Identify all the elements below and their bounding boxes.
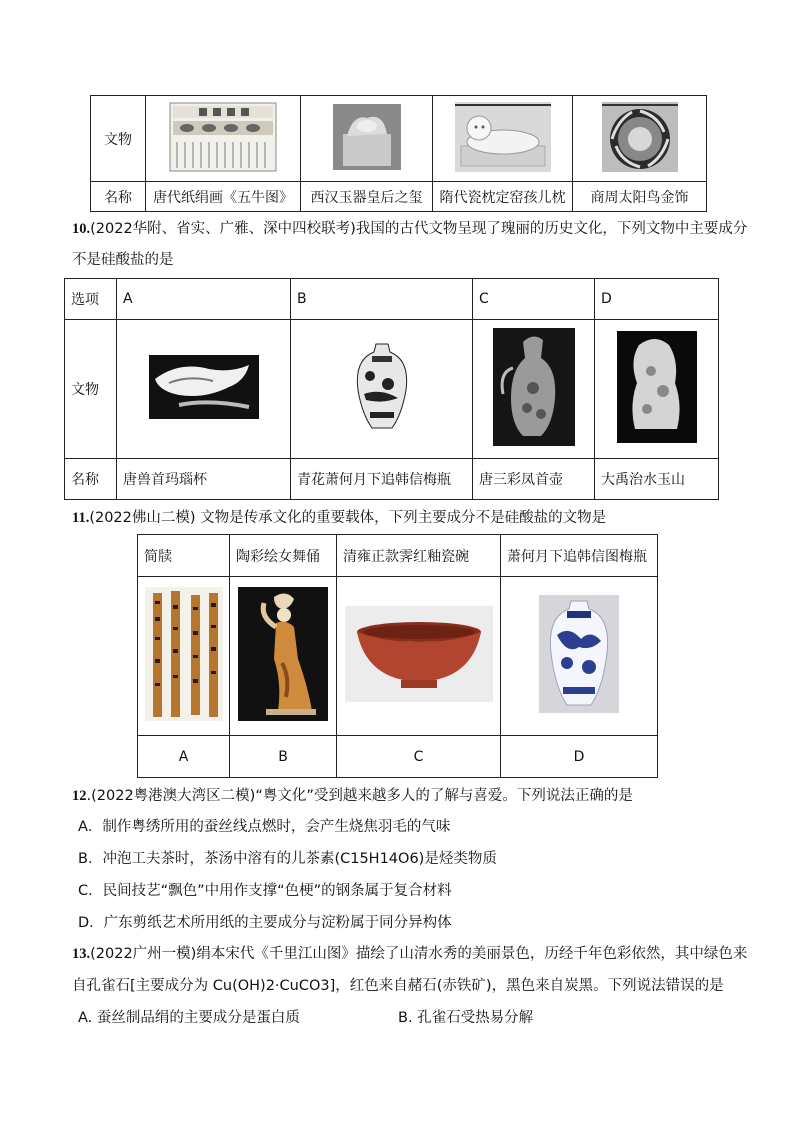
q11-table xyxy=(137,534,658,778)
artifact-image-child-pillow xyxy=(433,96,573,182)
q12-choice-b: B．冲泡工夫茶时，茶汤中溶有的儿茶素(C15H14O6)是烃类物质 xyxy=(78,851,497,867)
artifact-image-phoenix-ewer xyxy=(473,320,595,459)
q13-text-1: 绢本宋代《千里江山图》描绘了山清水秀的美丽景色，历经千年色彩依然，其中绿色来 xyxy=(196,946,748,962)
artifact-image-meiping-vase xyxy=(501,577,658,736)
artifact-image-bamboo-slips xyxy=(138,577,230,736)
q13-source: (2022广州一模) xyxy=(90,946,197,962)
q10-stem-line2: 不是硅酸盐的是 xyxy=(72,252,174,268)
q9-name-4: 商周太阳鸟金饰 xyxy=(573,182,707,212)
q10-stem-line1 xyxy=(72,219,747,239)
q13-number: 13. xyxy=(72,946,91,962)
artifact-image-jade-seal xyxy=(301,96,433,182)
q12-number: 12 xyxy=(72,788,87,804)
q9-name-2: 西汉玉器皇后之玺 xyxy=(301,182,433,212)
q12-choice-d: D．广东剪纸艺术所用纸的主要成分与淀粉属于同分异构体 xyxy=(78,915,452,931)
q12-stem xyxy=(72,786,633,806)
artifact-image-agate-cup xyxy=(117,320,291,459)
q13-choice-b: B. 孔雀石受热易分解 xyxy=(398,1010,534,1026)
q10-header-option: 选项 xyxy=(65,279,117,320)
artifact-image-dancer-figurine xyxy=(230,577,337,736)
q10-name-a: 唐兽首玛瑙杯 xyxy=(117,459,291,500)
q11-stem xyxy=(72,508,606,528)
q10-option-d: D xyxy=(595,279,719,320)
q10-name-c: 唐三彩凤首壶 xyxy=(473,459,595,500)
q9-row-header-artifact: 文物 xyxy=(91,96,146,182)
q11-header-2: 陶彩绘女舞俑 xyxy=(230,535,337,577)
q12-source: .(2022粤港澳大湾区二模) xyxy=(86,788,256,804)
q11-option-d: D xyxy=(501,736,658,778)
q11-option-c: C xyxy=(337,736,501,778)
artifact-image-blue-white-vase xyxy=(291,320,473,459)
artifact-image-jade-mountain xyxy=(595,320,719,459)
q10-header-artifact: 文物 xyxy=(65,320,117,459)
q10-header-name: 名称 xyxy=(65,459,117,500)
q10-option-b: B xyxy=(291,279,473,320)
q13-choice-a: A. 蚕丝制品绢的主要成分是蛋白质 xyxy=(78,1010,300,1026)
q11-option-a: A xyxy=(138,736,230,778)
q10-name-d: 大禹治水玉山 xyxy=(595,459,719,500)
q9-name-1: 唐代纸绢画《五牛图》 xyxy=(146,182,301,212)
q9-table xyxy=(90,95,707,212)
q10-option-c: C xyxy=(473,279,595,320)
q10-option-a: A xyxy=(117,279,291,320)
q12-choice-c: C．民间技艺“飘色”中用作支撑“色梗”的钢条属于复合材料 xyxy=(78,883,452,899)
q12-text: “粤文化”受到越来越多人的了解与喜爱。下列说法正确的是 xyxy=(255,788,633,804)
q13-stem-line1 xyxy=(72,944,747,964)
q10-number: 10. xyxy=(72,221,91,237)
q11-text: 文物是传承文化的重要载体，下列主要成分不是硅酸盐的文物是 xyxy=(195,510,607,526)
q11-option-b: B xyxy=(230,736,337,778)
q11-header-3: 清雍正款霁红釉瓷碗 xyxy=(337,535,501,577)
q10-table xyxy=(64,278,719,500)
q9-name-3: 隋代瓷枕定窑孩儿枕 xyxy=(433,182,573,212)
q10-text-1: 我国的古代文物呈现了瑰丽的历史文化，下列文物中主要成分 xyxy=(355,221,748,237)
q11-source: (2022佛山二模) xyxy=(89,510,196,526)
q9-row-header-name: 名称 xyxy=(91,182,146,212)
q11-number: 11. xyxy=(72,510,90,526)
artifact-image-five-oxen xyxy=(146,96,301,182)
artifact-image-red-glaze-bowl xyxy=(337,577,501,736)
q10-name-b: 青花萧何月下追韩信梅瓶 xyxy=(291,459,473,500)
q12-choice-a: A．制作粤绣所用的蚕丝线点燃时，会产生烧焦羽毛的气味 xyxy=(78,819,451,835)
q11-header-1: 简牍 xyxy=(138,535,230,577)
artifact-image-sunbird xyxy=(573,96,707,182)
q11-header-4: 萧何月下追韩信图梅瓶 xyxy=(501,535,658,577)
q10-source: (2022华附、省实、广雅、深中四校联考) xyxy=(90,221,356,237)
q13-stem-line2: 自孔雀石[主要成分为 Cu(OH)2·CuCO3]，红色来自赭石(赤铁矿)，黑色来自炭黑。下列说法错误的是 xyxy=(72,978,724,994)
